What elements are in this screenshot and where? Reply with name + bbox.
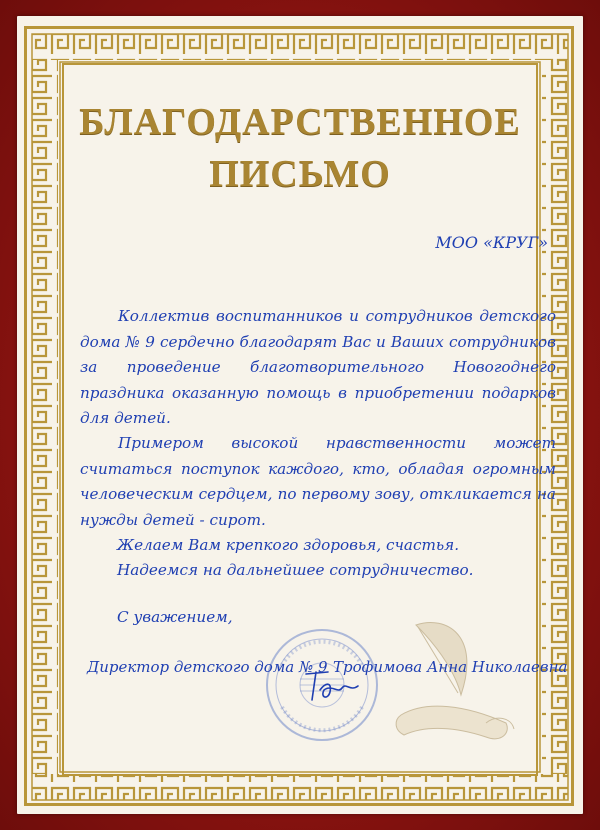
wish-cooperation: Надеемся на дальнейшее сотрудничество. bbox=[117, 561, 474, 579]
paragraph-gratitude: Коллектив воспитанников и сотрудников детского дома № 9 сердечно благодарят Вас и Ваших сотрудников за проведение благотворительного Новогоднего праздника оказанную помощь в приобретении подарков для детей. bbox=[80, 307, 556, 427]
quill-and-scroll-icon bbox=[386, 605, 536, 755]
recipient: МОО «КРУГ» bbox=[435, 233, 548, 252]
title-line-2: ПИСЬМО bbox=[209, 153, 391, 195]
paragraph-morality: Примером высокой нравственности может считаться поступок каждого, кто, обладая огромным человеческим сердцем, по первому зову, откликается на нужды детей - сирот. bbox=[80, 434, 556, 529]
wish-health: Желаем Вам крепкого здоровья, счастья. bbox=[117, 536, 460, 554]
title-line-1: БЛАГОДАРСТВЕННОЕ bbox=[79, 101, 521, 143]
signature-name: Трофимова Анна Николаевна bbox=[333, 658, 568, 676]
signature-title: Директор детского дома № 9 bbox=[87, 658, 328, 676]
regards: С уважением, bbox=[117, 608, 233, 626]
